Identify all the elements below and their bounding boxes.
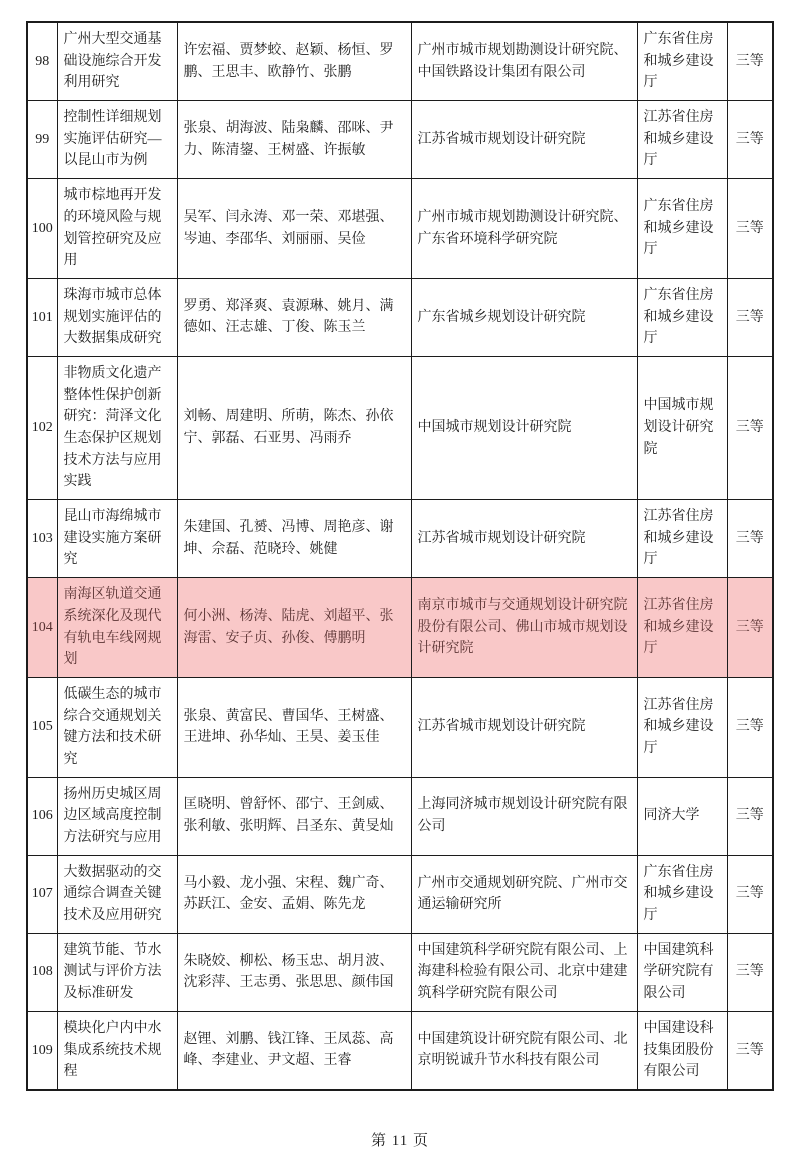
cell-organizations: 中国城市规划设计研究院 bbox=[411, 356, 637, 499]
cell-department: 中国城市规划设计研究院 bbox=[637, 356, 727, 499]
cell-authors: 吴军、闫永涛、邓一荣、邓堪强、岑迪、李邵华、刘丽丽、吴俭 bbox=[177, 179, 411, 279]
cell-project-title: 南海区轨道交通系统深化及现代有轨电车线网规划 bbox=[57, 578, 177, 678]
cell-project-title: 非物质文化遗产整体性保护创新研究：菏泽文化生态保护区规划技术方法与应用实践 bbox=[57, 356, 177, 499]
cell-organizations: 江苏省城市规划设计研究院 bbox=[411, 677, 637, 777]
cell-organizations: 广州市交通规划研究院、广州市交通运输研究所 bbox=[411, 855, 637, 933]
table-row bbox=[27, 500, 773, 578]
cell-authors: 朱建国、孔赟、冯博、周艳彦、谢坤、佘磊、范晓玲、姚健 bbox=[177, 500, 411, 578]
table-row bbox=[27, 677, 773, 777]
cell-prize: 三等 bbox=[727, 101, 773, 179]
cell-prize: 三等 bbox=[727, 578, 773, 678]
cell-department: 广东省住房和城乡建设厅 bbox=[637, 22, 727, 101]
cell-department: 江苏省住房和城乡建设厅 bbox=[637, 677, 727, 777]
cell-authors: 张泉、黄富民、曹国华、王树盛、王进坤、孙华灿、王昊、姜玉佳 bbox=[177, 677, 411, 777]
cell-prize: 三等 bbox=[727, 1011, 773, 1090]
cell-organizations: 上海同济城市规划设计研究院有限公司 bbox=[411, 777, 637, 855]
cell-authors: 马小毅、龙小强、宋程、魏广奇、苏跃江、金安、孟娟、陈先龙 bbox=[177, 855, 411, 933]
cell-authors: 朱晓姣、柳松、杨玉忠、胡月波、沈彩萍、王志勇、张思思、颜伟国 bbox=[177, 933, 411, 1011]
cell-prize: 三等 bbox=[727, 855, 773, 933]
cell-organizations: 江苏省城市规划设计研究院 bbox=[411, 101, 637, 179]
cell-department: 江苏省住房和城乡建设厅 bbox=[637, 500, 727, 578]
cell-project-title: 城市棕地再开发的环境风险与规划管控研究及应用 bbox=[57, 179, 177, 279]
cell-project-title: 大数据驱动的交通综合调查关键技术及应用研究 bbox=[57, 855, 177, 933]
cell-department: 中国建筑科学研究院有限公司 bbox=[637, 933, 727, 1011]
table-row bbox=[27, 933, 773, 1011]
cell-authors: 匡晓明、曾舒怀、邵宁、王剑威、张利敏、张明辉、吕圣东、黄旻灿 bbox=[177, 777, 411, 855]
table-row bbox=[27, 356, 773, 499]
cell-department: 江苏省住房和城乡建设厅 bbox=[637, 578, 727, 678]
cell-project-title: 控制性详细规划实施评估研究—以昆山市为例 bbox=[57, 101, 177, 179]
cell-project-title: 建筑节能、节水测试与评价方法及标准研发 bbox=[57, 933, 177, 1011]
cell-department: 广东省住房和城乡建设厅 bbox=[637, 179, 727, 279]
cell-project-title: 广州大型交通基础设施综合开发利用研究 bbox=[57, 22, 177, 101]
cell-row-number: 103 bbox=[27, 500, 57, 578]
cell-prize: 三等 bbox=[727, 500, 773, 578]
cell-prize: 三等 bbox=[727, 356, 773, 499]
cell-authors: 罗勇、郑泽爽、袁源琳、姚月、满德如、汪志雄、丁俊、陈玉兰 bbox=[177, 278, 411, 356]
cell-authors: 刘畅、周建明、所萌，陈杰、孙依宁、郭磊、石亚男、冯雨乔 bbox=[177, 356, 411, 499]
table-row bbox=[27, 101, 773, 179]
cell-department: 同济大学 bbox=[637, 777, 727, 855]
cell-project-title: 扬州历史城区周边区域高度控制方法研究与应用 bbox=[57, 777, 177, 855]
cell-project-title: 低碳生态的城市综合交通规划关键方法和技术研究 bbox=[57, 677, 177, 777]
cell-department: 广东省住房和城乡建设厅 bbox=[637, 278, 727, 356]
cell-authors: 许宏福、贾梦蛟、赵颖、杨恒、罗鹏、王思丰、欧静竹、张鹏 bbox=[177, 22, 411, 101]
cell-row-number: 106 bbox=[27, 777, 57, 855]
table-row-highlighted bbox=[27, 578, 773, 678]
cell-organizations: 广州市城市规划勘测设计研究院、中国铁路设计集团有限公司 bbox=[411, 22, 637, 101]
table-row bbox=[27, 278, 773, 356]
cell-project-title: 昆山市海绵城市建设实施方案研究 bbox=[57, 500, 177, 578]
table-row bbox=[27, 855, 773, 933]
cell-row-number: 99 bbox=[27, 101, 57, 179]
cell-prize: 三等 bbox=[727, 677, 773, 777]
cell-organizations: 中国建筑科学研究院有限公司、上海建科检验有限公司、北京中建建筑科学研究院有限公司 bbox=[411, 933, 637, 1011]
cell-organizations: 中国建筑设计研究院有限公司、北京明锐诚升节水科技有限公司 bbox=[411, 1011, 637, 1090]
cell-authors: 张泉、胡海波、陆枭麟、邵咪、尹力、陈清鋆、王树盛、许振敏 bbox=[177, 101, 411, 179]
page-number: 第 11 页 bbox=[371, 1132, 429, 1149]
cell-department: 中国建设科技集团股份有限公司 bbox=[637, 1011, 727, 1090]
cell-prize: 三等 bbox=[727, 22, 773, 101]
cell-prize: 三等 bbox=[727, 777, 773, 855]
table-row bbox=[27, 179, 773, 279]
cell-department: 江苏省住房和城乡建设厅 bbox=[637, 101, 727, 179]
cell-organizations: 南京市城市与交通规划设计研究院股份有限公司、佛山市城市规划设计研究院 bbox=[411, 578, 637, 678]
cell-row-number: 109 bbox=[27, 1011, 57, 1090]
cell-organizations: 广东省城乡规划设计研究院 bbox=[411, 278, 637, 356]
cell-project-title: 珠海市城市总体规划实施评估的大数据集成研究 bbox=[57, 278, 177, 356]
cell-row-number: 101 bbox=[27, 278, 57, 356]
cell-prize: 三等 bbox=[727, 278, 773, 356]
table-row bbox=[27, 22, 773, 101]
cell-row-number: 98 bbox=[27, 22, 57, 101]
cell-department: 广东省住房和城乡建设厅 bbox=[637, 855, 727, 933]
cell-row-number: 107 bbox=[27, 855, 57, 933]
table-row bbox=[27, 777, 773, 855]
cell-organizations: 江苏省城市规划设计研究院 bbox=[411, 500, 637, 578]
awards-table bbox=[26, 21, 774, 1091]
cell-row-number: 108 bbox=[27, 933, 57, 1011]
table-row bbox=[27, 1011, 773, 1090]
cell-organizations: 广州市城市规划勘测设计研究院、广东省环境科学研究院 bbox=[411, 179, 637, 279]
cell-row-number: 105 bbox=[27, 677, 57, 777]
cell-project-title: 模块化户内中水集成系统技术规程 bbox=[57, 1011, 177, 1090]
cell-authors: 赵锂、刘鹏、钱江锋、王凤蕊、高峰、李建业、尹文超、王睿 bbox=[177, 1011, 411, 1090]
cell-authors: 何小洲、杨涛、陆虎、刘超平、张海雷、安子贞、孙俊、傅鹏明 bbox=[177, 578, 411, 678]
cell-row-number: 104 bbox=[27, 578, 57, 678]
cell-prize: 三等 bbox=[727, 933, 773, 1011]
cell-row-number: 100 bbox=[27, 179, 57, 279]
cell-row-number: 102 bbox=[27, 356, 57, 499]
cell-prize: 三等 bbox=[727, 179, 773, 279]
